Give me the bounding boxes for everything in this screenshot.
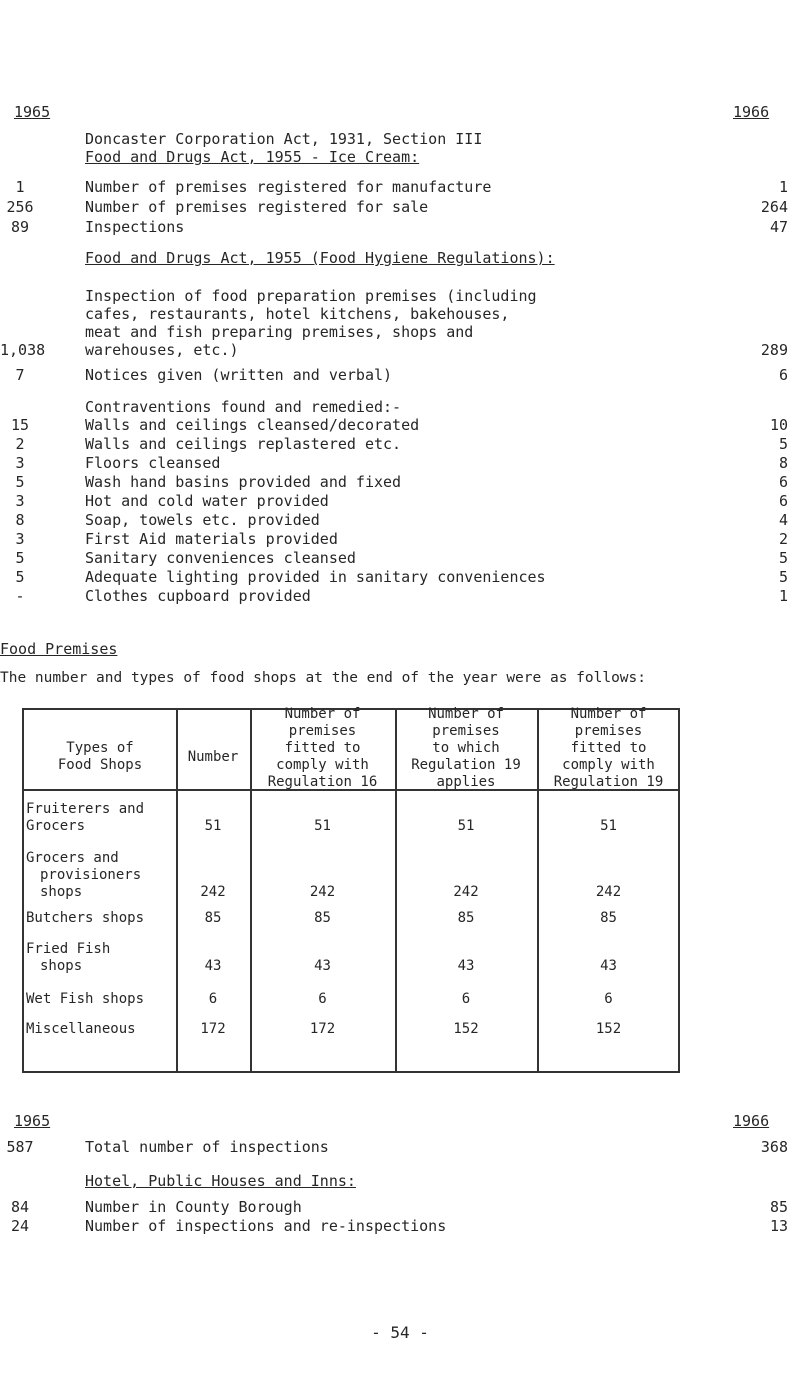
value-reg19-comply: 242 (595, 884, 622, 900)
left-value: 89 (10, 218, 30, 236)
value-reg16: 242 (309, 884, 336, 900)
header-line: fitted to (284, 740, 361, 756)
left-value: 5 (15, 549, 25, 567)
value-reg16: 51 (314, 818, 331, 834)
right-value: 264 (760, 198, 788, 216)
year-right: 1966 (733, 1112, 770, 1130)
page-number: - 54 - (371, 1323, 429, 1342)
header-reg19-comply (537, 706, 680, 791)
header-line: applies (436, 774, 496, 790)
year-right: 1966 (733, 103, 770, 121)
right-value: 13 (769, 1217, 788, 1235)
shop-type-line: shops (40, 884, 83, 900)
row-label: Inspections (85, 218, 185, 236)
shop-type-line: Grocers (26, 818, 86, 834)
left-value: 3 (15, 492, 25, 510)
header-reg19-applies (395, 706, 537, 791)
header-line: Number of (284, 706, 361, 722)
left-value: 256 (6, 198, 34, 216)
year-left: 1965 (14, 1112, 51, 1130)
header-line: Regulation 19 (553, 774, 664, 790)
food-premises-title: Food Premises (0, 640, 118, 658)
header-line: fitted to (570, 740, 647, 756)
right-value: 1 (778, 178, 788, 196)
left-value: 2 (15, 435, 25, 453)
row-label: Walls and ceilings cleansed/decorated (85, 416, 420, 434)
header-line: Regulation 19 (411, 757, 521, 773)
inspection-line: Inspection of food preparation premises (including (85, 287, 537, 305)
header-line: Number of (428, 706, 504, 722)
row-label: Sanitary conveniences cleansed (85, 549, 356, 567)
shop-type (26, 910, 144, 927)
food-shops-table (22, 708, 680, 1073)
right-value: 289 (760, 341, 788, 359)
shop-type-line: shops (40, 958, 83, 974)
value-reg19-comply: 51 (600, 818, 617, 834)
value-reg19-applies: 43 (457, 958, 475, 974)
value-reg16: 172 (309, 1021, 336, 1037)
row-label: Soap, towels etc. provided (85, 511, 320, 529)
inspection-line: cafes, restaurants, hotel kitchens, bakehouses, (85, 305, 510, 323)
left-value: 1,038 (0, 341, 46, 359)
right-value: 6 (778, 492, 788, 510)
row-label: Adequate lighting provided in sanitary conveniences (85, 568, 546, 586)
value-reg19-applies: 85 (457, 910, 475, 926)
header-line: to which (432, 740, 500, 756)
row-label: Clothes cupboard provided (85, 587, 311, 605)
left-value: 84 (10, 1198, 30, 1216)
right-value: 85 (769, 1198, 788, 1216)
right-value: 4 (778, 511, 788, 529)
row-label: Number of premises registered for manufacture (85, 178, 492, 196)
value-number: 51 (204, 818, 222, 834)
left-value: 5 (15, 473, 25, 491)
header-number (176, 749, 250, 766)
header-type (24, 740, 176, 774)
left-value: 5 (15, 568, 25, 586)
right-value: 6 (778, 366, 788, 384)
shop-type (26, 801, 144, 835)
row-label: Wash hand basins provided and fixed (85, 473, 402, 491)
inspection-line: meat and fish preparing premises, shops and (85, 323, 474, 341)
shop-type (26, 991, 144, 1008)
shop-type-line: Fruiterers and (26, 801, 145, 817)
value-reg16: 43 (314, 958, 331, 974)
hotel-title: Hotel, Public Houses and Inns: (85, 1172, 356, 1190)
shop-type (26, 1021, 136, 1038)
right-value: 10 (769, 416, 788, 434)
value-reg19-comply: 152 (595, 1021, 622, 1037)
shop-type-line: provisioners (40, 867, 142, 883)
row-label: Number in County Borough (85, 1198, 302, 1216)
shop-type-line: Miscellaneous (26, 1021, 136, 1037)
section1-subtitle: Food and Drugs Act, 1955 - Ice Cream: (85, 148, 420, 166)
header-reg16 (250, 706, 395, 791)
section1-title: Doncaster Corporation Act, 1931, Section III (85, 130, 483, 148)
shop-type (26, 941, 110, 975)
header-line: premises (432, 723, 500, 739)
right-value: 1 (778, 587, 788, 605)
header-line: comply with (562, 757, 655, 773)
row-label: Notices given (written and verbal) (85, 366, 393, 384)
left-value: 15 (10, 416, 30, 434)
year-left: 1965 (14, 103, 51, 121)
row-label: First Aid materials provided (85, 530, 338, 548)
right-value: 5 (778, 549, 788, 567)
header-line: premises (288, 723, 357, 739)
value-reg19-comply: 43 (600, 958, 617, 974)
row-label: Floors cleansed (85, 454, 221, 472)
header-line: Types of (66, 740, 134, 756)
header-line: Number of (570, 706, 647, 722)
left-value: 587 (6, 1138, 34, 1156)
row-label: Walls and ceilings replastered etc. (85, 435, 402, 453)
shop-type-line: Grocers and (26, 850, 119, 866)
left-value: 24 (10, 1217, 30, 1235)
left-value: 3 (15, 454, 25, 472)
value-reg19-applies: 152 (453, 1021, 479, 1037)
value-reg19-applies: 242 (453, 884, 479, 900)
value-number: 6 (208, 991, 218, 1007)
value-reg19-applies: 6 (461, 991, 471, 1007)
header-line: Number (187, 749, 239, 765)
value-reg16: 85 (314, 910, 331, 926)
row-label: Hot and cold water provided (85, 492, 329, 510)
section2-title: Food and Drugs Act, 1955 (Food Hygiene Regulations): (85, 249, 555, 267)
shop-type (26, 850, 141, 901)
contraventions-heading: Contraventions found and remedied:- (85, 398, 402, 416)
value-reg19-applies: 51 (457, 818, 475, 834)
right-value: 8 (778, 454, 788, 472)
right-value: 2 (778, 530, 788, 548)
row-label: Number of premises registered for sale (85, 198, 429, 216)
value-number: 85 (204, 910, 222, 926)
value-number: 242 (200, 884, 226, 900)
shop-type-line: Butchers shops (26, 910, 145, 926)
row-label: Number of inspections and re-inspections (85, 1217, 447, 1235)
header-line: Regulation 16 (267, 774, 378, 790)
left-value: 8 (15, 511, 25, 529)
value-reg19-comply: 85 (600, 910, 617, 926)
shop-type-line: Fried Fish (26, 941, 111, 957)
left-value: 3 (15, 530, 25, 548)
header-line: premises (574, 723, 643, 739)
right-value: 6 (778, 473, 788, 491)
header-line: comply with (276, 757, 369, 773)
left-value: 7 (15, 366, 25, 384)
value-number: 43 (204, 958, 222, 974)
right-value: 5 (778, 435, 788, 453)
right-value: 47 (769, 218, 788, 236)
left-value: - (15, 587, 25, 605)
row-label: Total number of inspections (85, 1138, 329, 1156)
value-reg16: 6 (318, 991, 327, 1007)
inspection-line: warehouses, etc.) (85, 341, 239, 359)
right-value: 5 (778, 568, 788, 586)
value-number: 172 (200, 1021, 226, 1037)
value-reg19-comply: 6 (604, 991, 613, 1007)
right-value: 368 (760, 1138, 788, 1156)
header-line: Food Shops (57, 757, 143, 773)
left-value: 1 (15, 178, 25, 196)
food-premises-intro: The number and types of food shops at the end of the year were as follows: (0, 670, 647, 686)
shop-type-line: Wet Fish shops (26, 991, 145, 1007)
